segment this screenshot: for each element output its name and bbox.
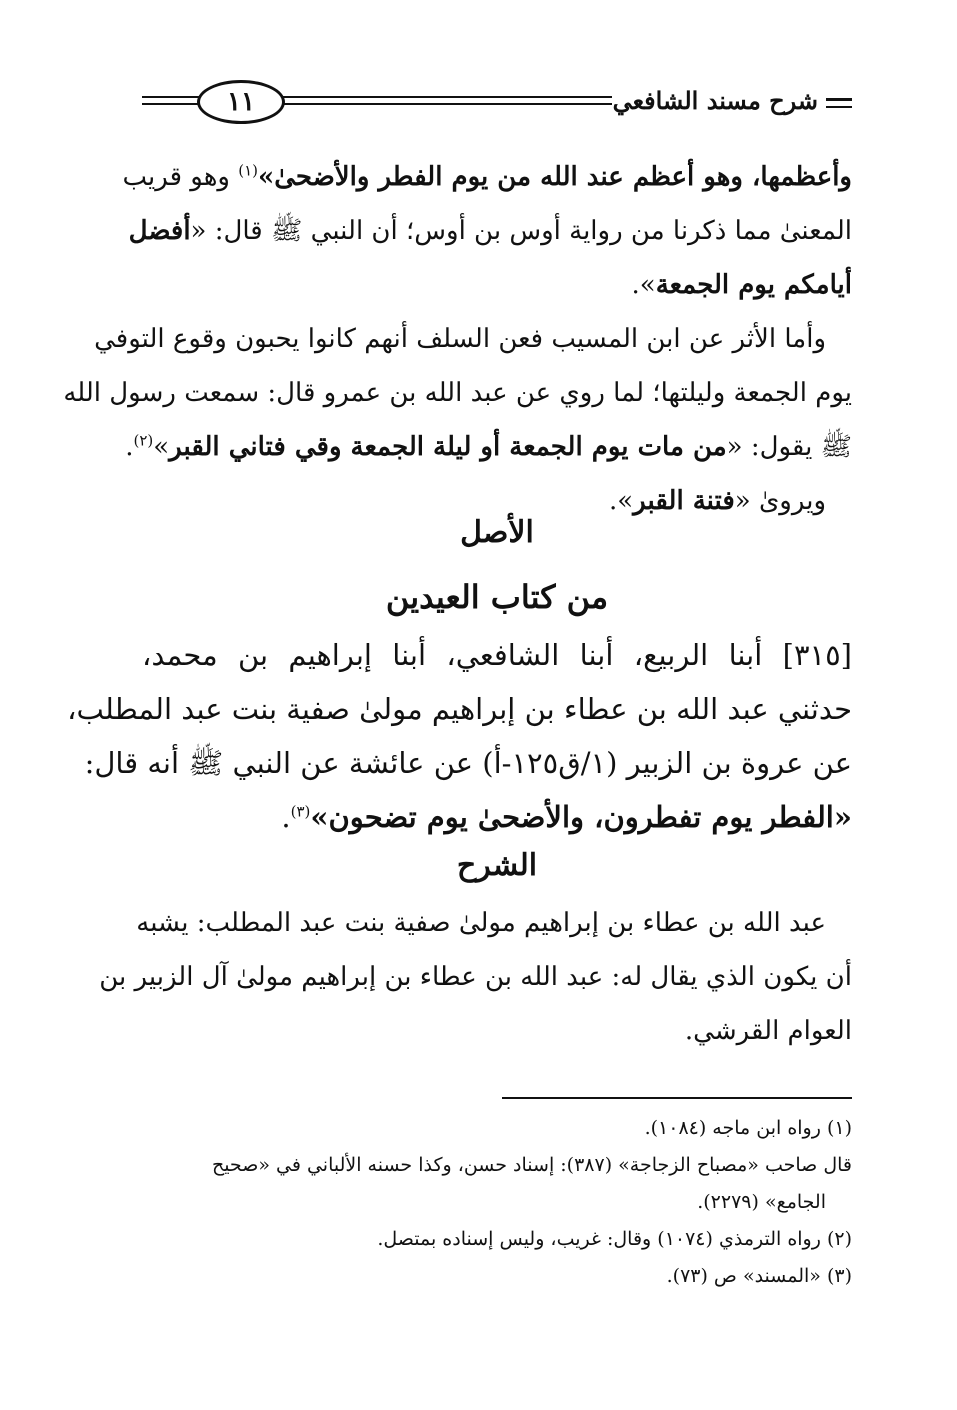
text-line: أن يكون الذي يقال له: عبد الله بن عطاء بن إبراهيم مولىٰ آل الزبير بن [99, 962, 852, 992]
paragraph-commentary [99, 896, 852, 1058]
footnote-1: (١) رواه ابن ماجه (١٠٨٤). [644, 1117, 852, 1139]
text-run: ». [609, 486, 634, 516]
bold-quote: أيامكم يوم الجمعة [655, 270, 852, 300]
text-line [142, 258, 852, 312]
header-title: شرح مسند الشافعي [612, 86, 818, 115]
section-heading-sharh: الشرح [456, 848, 538, 883]
footnote-ref: (١) [238, 161, 259, 180]
text-line: يوم الجمعة وليلتها؛ لما روي عن عبد الله بن عمرو قال: سمعت رسول الله [63, 378, 852, 408]
footnote-2: (٢) رواه الترمذي (١٠٧٤) وقال: غريب، وليس إسناده بمتصل. [377, 1228, 852, 1250]
text-line: العوام القرشي. [684, 1016, 852, 1046]
text-run: ». [631, 270, 656, 300]
header-ornament [826, 98, 852, 101]
text-run: وهو قريب [122, 162, 239, 192]
text-line: وأما الأثر عن ابن المسيب فعن السلف أنهم كانوا يحبون وقوع التوفي [94, 324, 826, 354]
footnote-1-note-cont: الجامع» (٢٢٧٩). [697, 1191, 826, 1213]
text-run: ﷺ يقول: « [726, 432, 852, 462]
bold-quote: فتنة القبر [633, 486, 735, 516]
running-header [142, 80, 852, 124]
bold-quote: من مات يوم الجمعة أو ليلة الجمعة وقي فتاني القبر [169, 432, 727, 462]
text-line [125, 420, 852, 474]
footnote-separator [502, 1097, 852, 1099]
footnote-ref: (٣) [290, 802, 311, 821]
footnotes [137, 1110, 852, 1295]
bold-quote: «الفطر يوم تفطرون، والأضحىٰ يوم تضحون» [310, 800, 852, 834]
footnote-1-note: قال صاحب «مصباح الزجاجة» (٣٨٧): إسناد حسن، وكذا حسنه الألباني في «صحيح [211, 1154, 852, 1176]
text-run: . [281, 800, 291, 834]
text-line [122, 150, 852, 204]
text-run: . [125, 432, 134, 462]
paragraph-intro [63, 150, 852, 528]
header-rule [277, 96, 612, 98]
text-line: عن عروة بن الزبير (١/ق١٢٥-أ) عن عائشة عن النبي ﷺ أنه قال: [84, 746, 852, 780]
text-line [128, 204, 852, 258]
section-heading-kitab: من كتاب العيدين [385, 578, 609, 616]
bold-quote: أفضل [128, 216, 191, 246]
text-line: [٣١٥] أبنا الربيع، أبنا الشافعي، أبنا إبراهيم بن محمد، [142, 638, 852, 672]
page-number: ١١ [197, 80, 285, 124]
footnote-ref: (٢) [133, 431, 154, 450]
section-heading-asl: الأصل [460, 515, 534, 550]
header-rule [142, 96, 202, 98]
header-rule [277, 103, 612, 105]
text-run: المعنىٰ مما ذكرنا من رواية أوس بن أوس؛ أن النبي ﷺ قال: « [190, 216, 852, 246]
bold-quote: وأعظمها، وهو أعظم عند الله من يوم الفطر والأضحىٰ» [258, 162, 852, 192]
paragraph-hadith [67, 628, 852, 844]
text-run: » [153, 432, 170, 462]
text-run: ويروىٰ « [734, 486, 826, 516]
text-line: حدثني عبد الله بن عطاء بن إبراهيم مولىٰ صفية بنت عبد المطلب، [67, 692, 852, 726]
text-line: عبد الله بن عطاء بن إبراهيم مولىٰ صفية بنت عبد المطلب: يشبه [136, 908, 826, 938]
text-line [142, 790, 852, 844]
header-ornament [826, 106, 852, 108]
header-rule [142, 103, 202, 105]
footnote-3: (٣) «المسند» ص (٧٣). [666, 1265, 852, 1287]
